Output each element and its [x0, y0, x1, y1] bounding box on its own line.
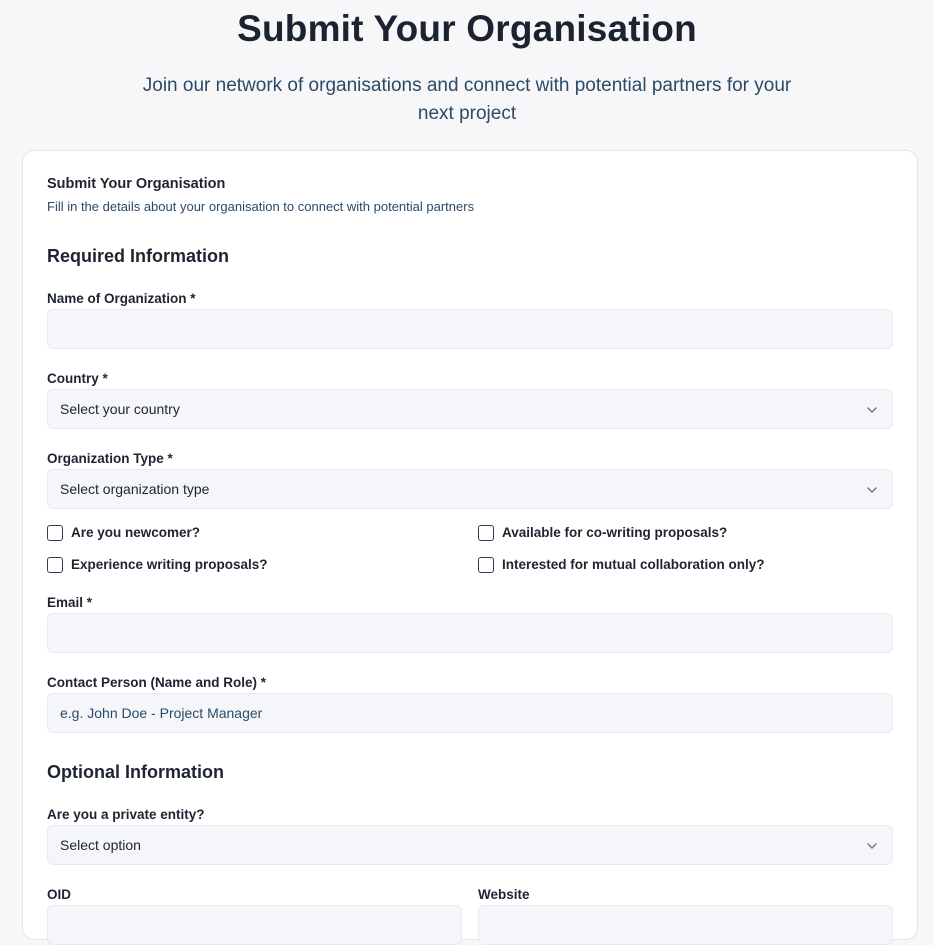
form-card-subtitle: Fill in the details about your organisation to connect with potential partners: [47, 199, 475, 214]
cowriting-checkbox-label[interactable]: Available for co-writing proposals?: [502, 525, 728, 540]
private-entity-select-value: Select option: [60, 837, 141, 853]
country-select-value: Select your country: [60, 401, 180, 417]
experience-checkbox-row[interactable]: [47, 557, 268, 573]
oid-input[interactable]: [47, 905, 462, 945]
email-label: Email *: [47, 595, 93, 610]
experience-checkbox-label[interactable]: Experience writing proposals?: [71, 557, 268, 572]
mutual-collab-checkbox[interactable]: [478, 557, 494, 573]
submit-form-card: [22, 150, 918, 940]
org-type-select[interactable]: [47, 469, 893, 509]
oid-label: OID: [47, 887, 72, 902]
org-type-label: Organization Type *: [47, 451, 173, 466]
chevron-down-icon: [866, 404, 878, 416]
org-type-select-value: Select organization type: [60, 481, 210, 497]
mutual-collab-checkbox-label[interactable]: Interested for mutual collaboration only?: [502, 557, 765, 572]
chevron-down-icon: [866, 484, 878, 496]
page-subtitle: Join our network of organisations and connect with potential partners for your next project: [142, 75, 792, 124]
email-input[interactable]: [47, 613, 893, 653]
cowriting-checkbox[interactable]: [478, 525, 494, 541]
cowriting-checkbox-row[interactable]: [478, 525, 727, 541]
page-hero: [0, 0, 934, 128]
website-input[interactable]: [478, 905, 893, 945]
optional-section-heading: Optional Information: [47, 762, 224, 782]
chevron-down-icon: [866, 840, 878, 852]
newcomer-checkbox-row[interactable]: [47, 525, 200, 541]
newcomer-checkbox-label[interactable]: Are you newcomer?: [71, 525, 201, 540]
newcomer-checkbox[interactable]: [47, 525, 63, 541]
private-entity-label: Are you a private entity?: [47, 807, 205, 822]
contact-person-input[interactable]: [47, 693, 893, 733]
website-label: Website: [478, 887, 530, 902]
country-select[interactable]: [47, 389, 893, 429]
form-card-title: Submit Your Organisation: [47, 176, 226, 192]
org-name-label: Name of Organization *: [47, 291, 196, 306]
required-section-heading: Required Information: [47, 246, 230, 266]
private-entity-select[interactable]: [47, 825, 893, 865]
experience-checkbox[interactable]: [47, 557, 63, 573]
contact-person-placeholder: e.g. John Doe - Project Manager: [60, 705, 263, 721]
page-title: Submit Your Organisation: [237, 8, 697, 49]
contact-person-label: Contact Person (Name and Role) *: [47, 675, 267, 690]
mutual-collab-checkbox-row[interactable]: [478, 557, 765, 573]
country-label: Country *: [47, 371, 108, 386]
org-name-input[interactable]: [47, 309, 893, 349]
